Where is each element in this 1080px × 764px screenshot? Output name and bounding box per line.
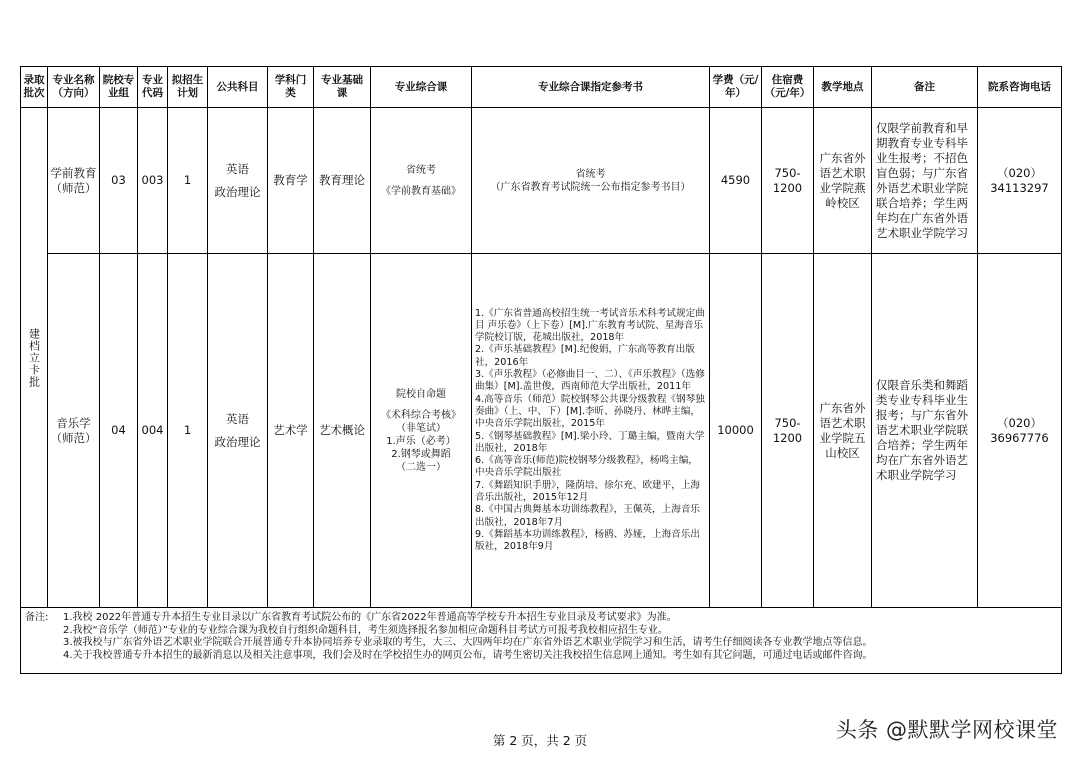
ref-line: （广东省教育考试院统一公布指定参考书目）	[490, 181, 691, 193]
public-subject-2: 政治理论	[214, 184, 261, 199]
admissions-table	[20, 66, 1062, 674]
watermark: 头条 @默默学网校课堂	[835, 718, 1058, 742]
notes-label: 备注:	[25, 612, 49, 623]
ref-item: 7.《舞蹈知识手册》，隆荫培、徐尔充、欧建平，上海音乐出版社，2015年12月	[475, 479, 701, 503]
public-subject-1: 英语	[226, 411, 249, 426]
comp-line: 2.钢琴或舞蹈	[391, 448, 451, 460]
major-code: 004	[138, 254, 168, 608]
plan-count: 1	[168, 254, 208, 608]
phone-area: （020）	[997, 165, 1042, 180]
comp-line: 1.声乐（必考）	[386, 435, 456, 447]
major-name: 学前教育（师范）	[48, 108, 100, 254]
contact-phone	[978, 108, 1062, 254]
header-cell: 拟招生计划	[168, 67, 208, 108]
comp-line: （二选一）	[396, 461, 446, 473]
public-subjects	[208, 108, 268, 254]
ref-item: 8.《中国古典舞基本功训练教程》，王佩英，上海音乐出版社，2018年7月	[475, 504, 701, 528]
comprehensive-course	[371, 254, 472, 608]
public-subject-2: 政治理论	[214, 434, 261, 449]
comp-line: 省统考	[406, 164, 436, 176]
reference-books	[472, 108, 710, 254]
table-row	[21, 108, 1062, 254]
note-line: 3.被我校与广东省外语艺术职业学院联合开展普通专升本协同培养专业录取的考生，大三、大四两年均在广东省外语艺术职业学院学习和生活，请考生仔细阅读各专业教学地点等信息。	[63, 637, 873, 649]
header-cell: 住宿费（元/年）	[762, 67, 814, 108]
group-code: 04	[100, 254, 138, 608]
ref-line: 省统考	[575, 168, 606, 180]
header-cell: 专业综合课指定参考书	[472, 67, 710, 108]
header-cell: 学费（元/年）	[710, 67, 762, 108]
header-cell: 教学地点	[814, 67, 872, 108]
ref-item: 3.《声乐教程》（必修曲目一、二）、《声乐教程》（选修曲集）[M].盖世俊，西南师范大学出版社，2011年	[475, 369, 705, 393]
phone-area: （020）	[997, 415, 1042, 430]
remarks: 仅限学前教育和早期教育专业专科毕业生报考；不招色盲色弱；与广东省外语艺术职业学院联合培养；学生两年均在广东省外语艺术职业学院学习	[872, 108, 978, 254]
header-cell: 专业名称（方向）	[48, 67, 100, 108]
header-row	[21, 67, 1062, 108]
comp-line: （非笔试）	[396, 422, 446, 434]
header-cell: 录取批次	[21, 67, 48, 108]
teaching-location: 广东省外语艺术职业学院燕岭校区	[814, 108, 872, 254]
lodging-fee: 750-1200	[762, 108, 814, 254]
public-subjects	[208, 254, 268, 608]
major-code: 003	[138, 108, 168, 254]
header-cell: 专业代码	[138, 67, 168, 108]
ref-item: 5.《钢琴基础教程》[M].梁小玲、丁璐主编，暨南大学出版社，2018年	[475, 430, 705, 454]
remarks: 仅限音乐类和舞蹈类专业专科毕业生报考；与广东省外语艺术职业学院联合培养；学生两年均在广东省外语艺术职业学院学习	[872, 254, 978, 608]
batch-cell	[21, 108, 48, 608]
tuition: 4590	[710, 108, 762, 254]
header-cell: 备注	[872, 67, 978, 108]
plan-count: 1	[168, 108, 208, 254]
discipline: 教育学	[268, 108, 314, 254]
discipline: 艺术学	[268, 254, 314, 608]
phone-number: 36967776	[990, 430, 1049, 445]
teaching-location: 广东省外语艺术职业学院五山校区	[814, 254, 872, 608]
header-cell: 学科门类	[268, 67, 314, 108]
table-row	[21, 254, 1062, 608]
group-code: 03	[100, 108, 138, 254]
note-line: 4.关于我校普通专升本招生的最新消息以及相关注意事项，我们会及时在学校招生办的网页公布，请考生密切关注我校招生信息网上通知。考生如有其它问题，可通过电话或邮件咨询。	[63, 649, 873, 661]
ref-item: 6.《高等音乐(师范)院校钢琴分级教程》，杨鸣主编，中央音乐学院出版社	[475, 455, 698, 479]
note-line: 2.我校“音乐学（师范）”专业的专业综合课为我校自行组织命题科目，考生须选择报名参加相应命题科目考试方可报考我校相应招生专业。	[63, 624, 668, 636]
comprehensive-course	[371, 108, 472, 254]
major-name: 音乐学（师范）	[48, 254, 100, 608]
page-number: 第 2 页，共 2 页	[492, 733, 588, 748]
ref-item: 2.《声乐基础教程》[M].纪俊娟，广东高等教育出版社，2016年	[475, 344, 695, 368]
header-cell: 专业综合课	[371, 67, 472, 108]
lodging-fee: 750-1200	[762, 254, 814, 608]
basic-course: 教育理论	[314, 108, 371, 254]
contact-phone	[978, 254, 1062, 608]
comp-line: 《学前教育基础》	[381, 185, 461, 197]
public-subject-1: 英语	[226, 161, 249, 176]
ref-item: 1.《广东省普通高校招生统一考试音乐术科考试规定曲目 声乐卷》（上下卷）[M].广东教育考试院、星海音乐学院校订版，花城出版社，2018年	[475, 307, 705, 344]
comp-line: 院校自命题	[396, 388, 446, 400]
ref-item: 4.高等音乐（师范）院校钢琴公共课分级教程《钢琴独奏曲》（上、中、下）[M].李昕、孙晓丹、林晔主编，中央音乐学院出版社，2015年	[475, 393, 705, 430]
header-cell: 公共科目	[208, 67, 268, 108]
reference-books	[472, 254, 710, 608]
basic-course: 艺术概论	[314, 254, 371, 608]
tuition: 10000	[710, 254, 762, 608]
header-cell: 专业基础课	[314, 67, 371, 108]
batch-label: 建档立卡批	[27, 327, 41, 388]
header-cell: 院校专业组	[100, 67, 138, 108]
ref-item: 9.《舞蹈基本功训练教程》，杨鸥、苏娅，上海音乐出版社，2018年9月	[475, 528, 701, 553]
header-cell: 院系咨询电话	[978, 67, 1062, 108]
phone-number: 34113297	[990, 180, 1049, 195]
note-line: 1.我校 2022年普通专升本招生专业目录以广东省教育考试院公布的《广东省2022年普通高等学校专升本招生专业目录及考试要求》为准。	[63, 612, 677, 623]
notes-cell	[21, 608, 1062, 674]
comp-line: 《术科综合考核》	[381, 409, 461, 421]
notes-row	[21, 608, 1062, 674]
